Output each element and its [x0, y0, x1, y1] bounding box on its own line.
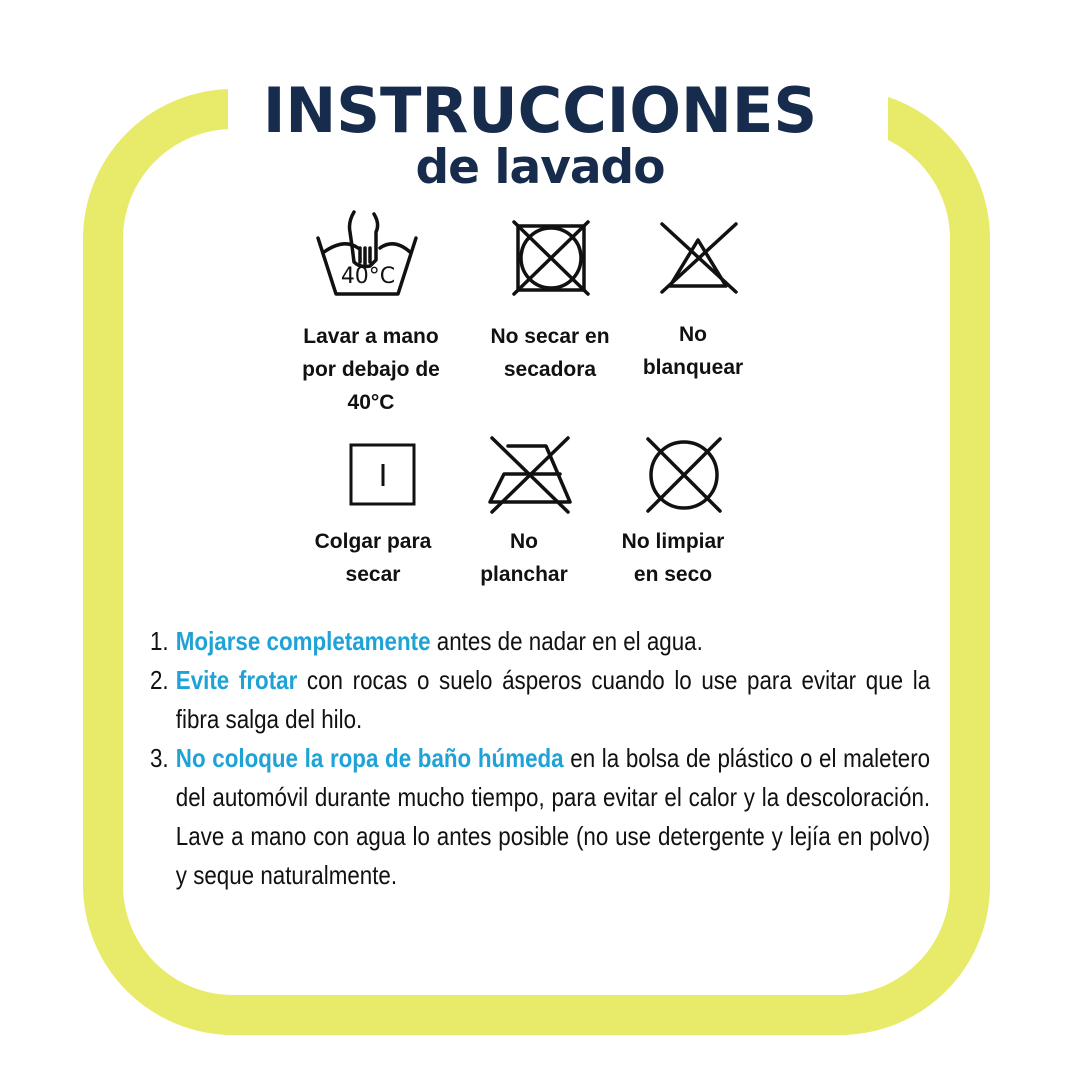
line-dry-icon [348, 442, 418, 508]
label-no-tumble-dry: No secar en secadora [490, 325, 610, 381]
body-text: en la bolsa de plástico o el maletero del automóvil durante mucho tiempo, para evitar el calor y la descoloración. Lave a mano con agua lo antes posible (no use detergente y lejía en polvo) y seque naturalmente. [175, 743, 931, 890]
label-no-iron: No planchar [480, 530, 568, 586]
no-dry-clean-icon [644, 436, 724, 514]
label-no-bleach: No blanquear [642, 323, 744, 379]
no-iron-icon [486, 436, 576, 514]
highlight-text: Mojarse completamente [175, 626, 431, 656]
label-line-dry: Colgar para secar [314, 530, 432, 586]
list-number: 3. [150, 743, 169, 773]
no-bleach-icon [658, 218, 740, 296]
list-number: 1. [150, 626, 169, 656]
page-subtitle: de lavado [415, 140, 665, 195]
list-item [150, 622, 930, 661]
body-text: antes de nadar en el agua. [430, 626, 703, 656]
instructions-list [150, 622, 932, 895]
body-text: con rocas o suelo ásperos cuando lo use para evitar que la fibra salga del hilo. [175, 665, 931, 734]
list-number: 2. [150, 665, 169, 695]
hand-wash-temp-text: 40°C [340, 264, 396, 289]
label-no-dry-clean: No limpiar en seco [621, 530, 725, 586]
no-tumble-dry-icon [512, 220, 590, 296]
list-item [150, 739, 930, 895]
list-item [150, 661, 930, 739]
label-hand-wash: Lavar a mano por debajo de 40°C [302, 325, 440, 414]
highlight-text: Evite frotar [175, 665, 298, 695]
highlight-text: No coloque la ropa de baño húmeda [175, 743, 564, 773]
page-title: INSTRUCCIONES [262, 74, 818, 147]
hand-wash-40-icon [314, 208, 420, 300]
